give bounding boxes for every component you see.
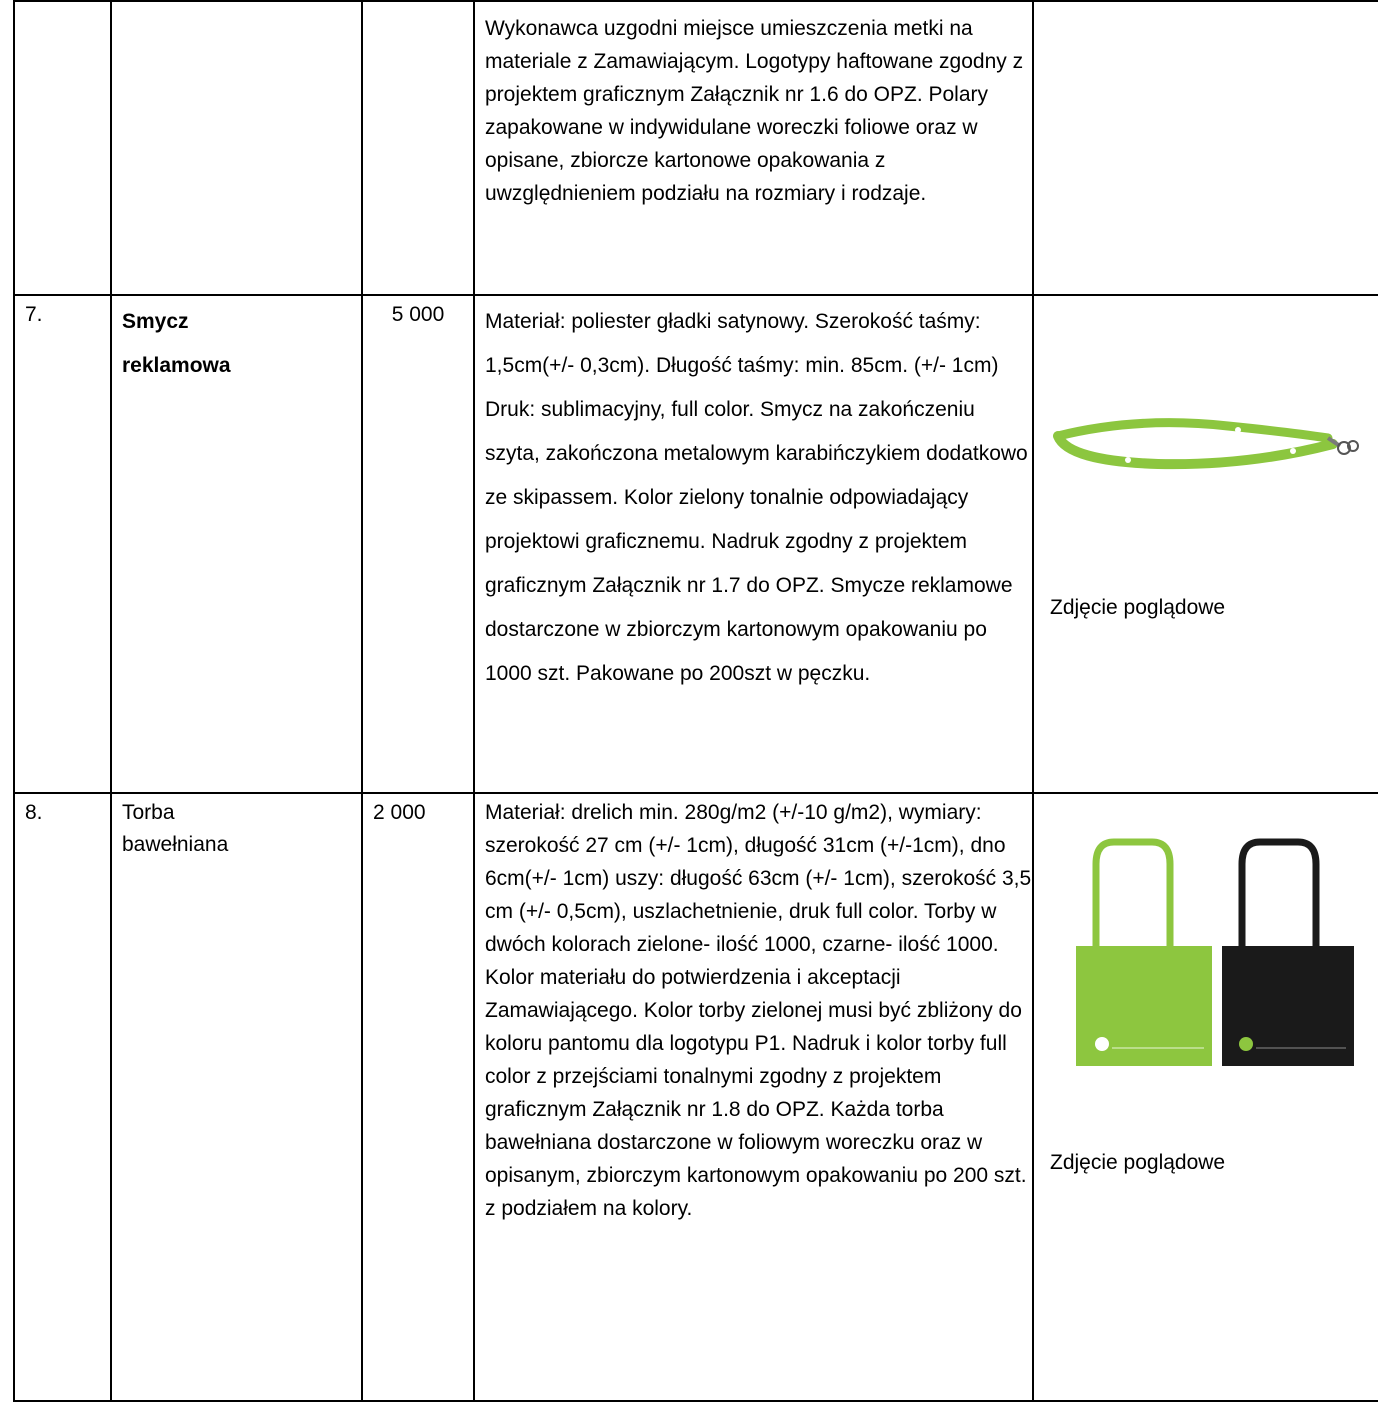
- item-image-cell: [1033, 1, 1378, 295]
- tote-bags-photo-icon: [1074, 834, 1364, 1074]
- image-caption: Zdjęcie poglądowe: [1050, 1151, 1226, 1174]
- row-number: 7.: [14, 295, 111, 793]
- item-image-cell: [1033, 793, 1378, 1401]
- item-description: Wykonawca uzgodni miejsce umieszczenia metki na materiale z Zamawiającym. Logotypy haftowane zgodny z projektem graficznym Załącznik nr 1.6 do OPZ. Polary zapakowane w indywidulane woreczki foliowe oraz w opisane, zbiorcze kartonowe opakowania z uwzględnieniem podziału na rozmiary i rodzaje.: [474, 1, 1033, 295]
- item-name: Torba bawełniana: [111, 793, 362, 1401]
- item-name: Smycz reklamowa: [111, 295, 362, 793]
- item-description: Materiał: poliester gładki satynowy. Szerokość taśmy: 1,5cm(+/- 0,3cm). Długość taśmy: min. 85cm. (+/- 1cm) Druk: sublimacyjny, full color. Smycz na zakończeniu szyta, zakończona metalowym karabińczykiem dodatkowo ze skipassem. Kolor zielony tonalnie odpowiadający projektowi graficznemu. Nadruk zgodny z projektem graficznym Załącznik nr 1.7 do OPZ. Smycze reklamowe dostarczone w zbiorczym kartonowym opakowaniu po 1000 szt. Pakowane po 200szt w pęczku.: [474, 295, 1033, 793]
- item-quantity: [362, 1, 474, 295]
- image-caption: Zdjęcie poglądowe: [1050, 596, 1226, 619]
- lanyard-photo-icon: [1048, 406, 1378, 486]
- item-name: [111, 1, 362, 295]
- item-image-cell: [1033, 295, 1378, 793]
- item-description: Materiał: drelich min. 280g/m2 (+/-10 g/m2), wymiary: szerokość 27 cm (+/- 1cm), długość 31cm (+/-1cm), dno 6cm(+/- 1cm) uszy: długość 63cm (+/- 1cm), szerokość 3,5 cm (+/- 0,5cm), uszlachetnienie, druk full color. Torby w dwóch kolorach zielone- ilość 1000, czarne- ilość 1000. Kolor materiału do potwierdzenia i akceptacji Zamawiającego. Kolor torby zielonej musi być zbliżony do koloru pantomu dla logotypu P1. Nadruk i kolor torby full color z przejściami tonalnymi zgodny z projektem graficznym Załącznik nr 1.8 do OPZ. Każda torba bawełniana dostarczone w foliowym woreczku oraz w opisanym, zbiorczym kartonowym opakowaniu po 200 szt. z podziałem na kolory.: [474, 793, 1033, 1401]
- table-row: [14, 793, 1378, 1401]
- row-number: 8.: [14, 793, 111, 1401]
- row-number: [14, 1, 111, 295]
- table-row: [14, 1, 1378, 295]
- table-row: [14, 295, 1378, 793]
- specification-table: [13, 0, 1378, 1402]
- item-quantity: 2 000: [362, 793, 474, 1401]
- item-quantity: 5 000: [362, 295, 474, 793]
